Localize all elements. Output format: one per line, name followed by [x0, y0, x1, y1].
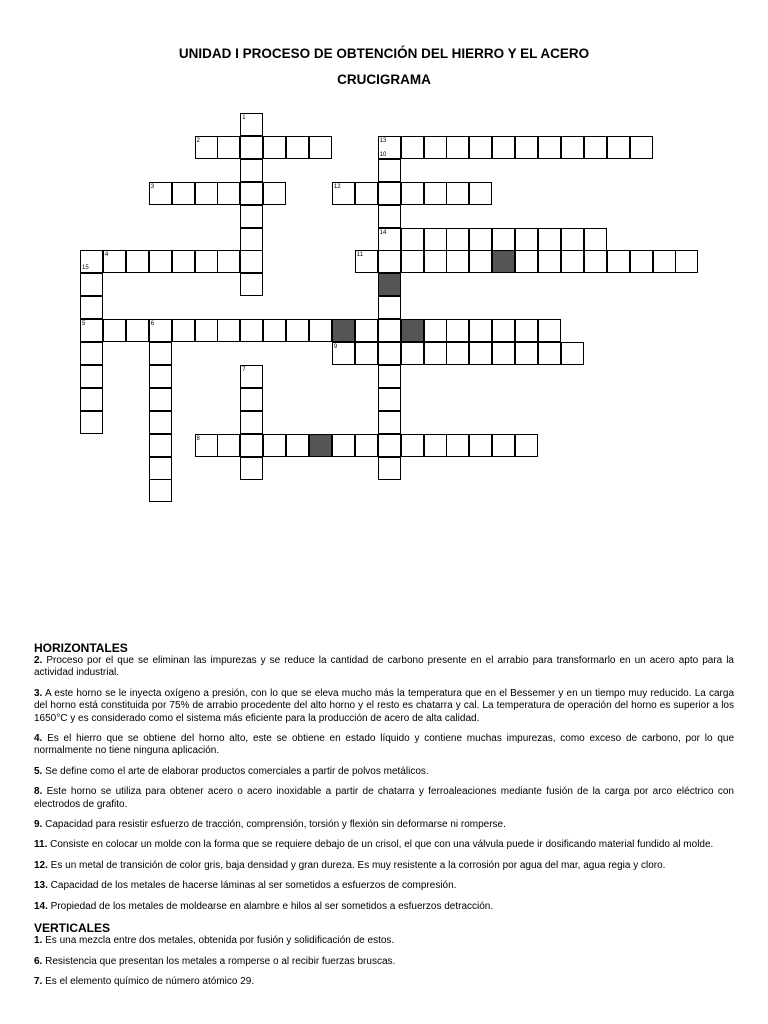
crossword-cell[interactable]: [263, 434, 286, 457]
clue-item: [34, 819, 734, 831]
clue-number-label: 12.: [34, 859, 48, 871]
crossword-cell[interactable]: [240, 411, 263, 434]
crossword-cell[interactable]: [172, 182, 195, 205]
crossword-cell[interactable]: [469, 182, 492, 205]
clue-number: 11: [356, 252, 364, 259]
clue-text: Se define como el arte de elaborar productos comerciales a partir de polvos metálicos.: [42, 765, 429, 777]
horizontal-clue-list: [34, 655, 734, 913]
crossword-cell[interactable]: [561, 250, 584, 273]
clue-text: Resistencia que presentan los metales a romperse o al recibir fuerzas bruscas.: [42, 955, 396, 967]
clue-number-label: 2.: [34, 655, 43, 666]
clue-text: Consiste en colocar un molde con la forma que se requiere debajo de un crisol, el que con una válvula puede ir dosificando material fundido al molde.: [47, 839, 714, 851]
crossword-cell[interactable]: [401, 136, 424, 159]
clue-number-label: 8.: [34, 786, 43, 798]
crossword-cell[interactable]: [240, 319, 263, 342]
crossword-cell[interactable]: [240, 273, 263, 296]
crossword-cell[interactable]: [80, 342, 103, 365]
crossword-cell[interactable]: [80, 388, 103, 411]
clue-text: Proceso por el que se eliminan las impurezas y se reduce la cantidad de carbono presente en el arrabio para transformarlo en un acero apto para la actividad industrial.: [34, 655, 734, 679]
crossword-cell[interactable]: [240, 159, 263, 182]
clue-number-label: 4.: [34, 733, 43, 745]
crossword-cell[interactable]: [446, 319, 469, 342]
crossword-cell[interactable]: [286, 136, 309, 159]
clue-number: 8: [196, 435, 200, 442]
crossword-cell[interactable]: [149, 411, 172, 434]
clue-item: [34, 976, 734, 988]
crossword-cell[interactable]: [424, 434, 447, 457]
crossword-cell[interactable]: [469, 250, 492, 273]
crossword-cell[interactable]: [515, 342, 538, 365]
crossword-cell[interactable]: [378, 365, 401, 388]
crossword-cell[interactable]: [195, 319, 218, 342]
crossword-blocked-cell: [309, 434, 332, 457]
crossword-cell[interactable]: [424, 342, 447, 365]
crossword-cell[interactable]: [378, 388, 401, 411]
vertical-heading: VERTICALES: [34, 921, 111, 936]
clue-number: 3: [150, 183, 155, 190]
crossword-cell[interactable]: [263, 136, 286, 159]
crossword-cell[interactable]: [103, 319, 126, 342]
crossword-cell[interactable]: [630, 136, 653, 159]
crossword-cell[interactable]: [492, 319, 515, 342]
clue-item: [34, 860, 734, 872]
clue-text: Este horno se utiliza para obtener acero o acero inoxidable a partir de chatarra y ferroaleaciones mediante fusión de la carga por arco eléctrico con electrodos de grafito.: [34, 786, 734, 810]
crossword-cell[interactable]: [401, 182, 424, 205]
crossword-cell[interactable]: [424, 228, 447, 251]
crossword-cell[interactable]: [80, 273, 103, 296]
crossword-cell[interactable]: [401, 228, 424, 251]
crossword-cell[interactable]: [469, 228, 492, 251]
crossword-cell[interactable]: [446, 228, 469, 251]
crossword-cell[interactable]: [561, 342, 584, 365]
crossword-cell[interactable]: [240, 250, 263, 273]
crossword-cell[interactable]: [584, 136, 607, 159]
crossword-cell[interactable]: [469, 319, 492, 342]
crossword-cell[interactable]: [309, 319, 332, 342]
clue-number: 1: [242, 115, 246, 121]
crossword-cell[interactable]: [217, 250, 240, 273]
clue-text: Es un metal de transición de color gris, baja densidad y gran dureza. Es muy resistente a la corrosión por agua del mar, agua regia y cloro.: [47, 859, 666, 871]
crossword-cell[interactable]: [240, 457, 263, 480]
crossword-cell[interactable]: [469, 434, 492, 457]
crossword-cell[interactable]: [446, 250, 469, 273]
horizontal-heading: HORIZONTALES: [34, 641, 128, 655]
crossword-cell[interactable]: [584, 228, 607, 251]
clue-item: [34, 655, 734, 680]
crossword-cell[interactable]: [515, 434, 538, 457]
crossword-cell[interactable]: [378, 342, 401, 365]
crossword-cell[interactable]: [469, 342, 492, 365]
crossword-cell[interactable]: [172, 250, 195, 273]
crossword-cell[interactable]: [424, 182, 447, 205]
crossword-cell[interactable]: [561, 136, 584, 159]
crossword-cell[interactable]: [240, 182, 263, 205]
crossword-cell[interactable]: [424, 250, 447, 273]
clue-item: [34, 688, 734, 725]
clue-text: Es una mezcla entre dos metales, obtenida por fusión y solidificación de estos.: [42, 935, 395, 947]
crossword-blocked-cell: [332, 319, 355, 342]
crossword-cell[interactable]: [446, 182, 469, 205]
crossword-cell[interactable]: [515, 228, 538, 251]
clue-number-label: 13.: [34, 880, 48, 892]
crossword-cell[interactable]: [401, 342, 424, 365]
clue-number: 7: [242, 366, 246, 373]
crossword-cell[interactable]: [515, 136, 538, 159]
crossword-cell[interactable]: [240, 228, 263, 251]
crossword-cell[interactable]: [378, 434, 401, 457]
crossword-cell[interactable]: [492, 342, 515, 365]
page-title: UNIDAD I PROCESO DE OBTENCIÓN DEL HIERRO Y EL ACERO: [178, 46, 590, 61]
crossword-cell[interactable]: [309, 136, 332, 159]
crossword-cell[interactable]: [515, 319, 538, 342]
clue-number: 5: [82, 321, 86, 328]
clue-item: [34, 880, 734, 892]
clue-number: 14: [379, 229, 387, 236]
crossword-cell[interactable]: [286, 434, 309, 457]
clue-number: 13: [379, 137, 387, 144]
crossword-cell[interactable]: [538, 342, 561, 365]
crossword-cell[interactable]: [80, 365, 103, 388]
crossword-cell[interactable]: [217, 136, 240, 159]
clue-text: Es el hierro que se obtiene del horno alto, este se obtiene en estado líquido y contiene muchas impurezas, como exceso de carbono, por lo que normalmente no tiene ninguna aplicación.: [34, 733, 734, 757]
crossword-cell[interactable]: [424, 136, 447, 159]
crossword-cell[interactable]: [492, 434, 515, 457]
clue-number: 15: [82, 265, 89, 271]
crossword-cell[interactable]: [378, 205, 401, 228]
crossword-cell[interactable]: [492, 136, 515, 159]
crossword-cell[interactable]: [286, 319, 309, 342]
crossword-blocked-cell: [492, 250, 515, 273]
crossword-cell[interactable]: [355, 342, 378, 365]
clue-text: Capacidad para resistir esfuerzo de tracción, comprensión, torsión y flexión sin deformarse ni romperse.: [42, 819, 506, 831]
clue-number: 4: [104, 252, 109, 259]
crossword-cell[interactable]: [378, 319, 401, 342]
crossword-cell[interactable]: [538, 136, 561, 159]
clue-number-label: 6.: [34, 955, 43, 967]
clue-item: [34, 901, 734, 913]
crossword-blocked-cell: [401, 319, 424, 342]
crossword-cell[interactable]: [378, 411, 401, 434]
page-subtitle: CRUCIGRAMA: [337, 72, 431, 87]
crossword-cell[interactable]: [424, 319, 447, 342]
crossword-cell[interactable]: [675, 250, 698, 273]
crossword-cell[interactable]: [240, 388, 263, 411]
crossword-cell[interactable]: [263, 182, 286, 205]
crossword-cell[interactable]: [378, 159, 401, 182]
crossword-cell[interactable]: [149, 365, 172, 388]
crossword-cell[interactable]: [401, 250, 424, 273]
clue-number: 12: [333, 183, 341, 190]
crossword-cell[interactable]: [378, 457, 401, 480]
crossword-cell[interactable]: [355, 319, 378, 342]
clue-text: Capacidad de los metales de hacerse láminas al ser sometidos a esfuerzos de compresión.: [47, 880, 457, 892]
crossword-cell[interactable]: [240, 136, 263, 159]
clue-item: [34, 766, 734, 778]
crossword-cell[interactable]: [149, 434, 172, 457]
crossword-cell[interactable]: [561, 228, 584, 251]
crossword-cell[interactable]: [126, 319, 149, 342]
crossword-cell[interactable]: [584, 250, 607, 273]
crossword-cell[interactable]: [538, 228, 561, 251]
clue-number-label: 1.: [34, 935, 43, 947]
crossword-cell[interactable]: [80, 411, 103, 434]
clue-item: [34, 786, 734, 811]
crossword-cell[interactable]: [217, 319, 240, 342]
crossword-blocked-cell: [378, 273, 401, 296]
crossword-cell[interactable]: [149, 342, 172, 365]
crossword-cell[interactable]: [538, 319, 561, 342]
crossword-cell[interactable]: [630, 250, 653, 273]
clue-text: Propiedad de los metales de moldearse en alambre e hilos al ser sometidos a esfuerzos detracción.: [47, 900, 494, 912]
crossword-cell[interactable]: [263, 319, 286, 342]
clues-section: [34, 641, 734, 996]
clue-number-label: 9.: [34, 819, 43, 831]
crossword-cell[interactable]: [446, 136, 469, 159]
crossword-cell[interactable]: [149, 457, 172, 480]
clue-number-label: 5.: [34, 765, 43, 777]
crossword-cell[interactable]: [217, 434, 240, 457]
clue-item: [34, 956, 734, 968]
clue-number-label: 11.: [34, 839, 48, 851]
clue-number: 9: [333, 344, 338, 350]
crossword-cell[interactable]: [492, 228, 515, 251]
crossword-cell[interactable]: [355, 434, 378, 457]
crossword-cell[interactable]: [332, 434, 355, 457]
clue-number-label: 3.: [34, 687, 43, 699]
clue-item: [34, 839, 734, 851]
crossword-cell[interactable]: [80, 296, 103, 319]
crossword-cell[interactable]: [378, 182, 401, 205]
crossword-cell[interactable]: [240, 434, 263, 457]
clue-number: 2: [196, 137, 200, 144]
crossword-cell[interactable]: [653, 250, 676, 273]
crossword-cell[interactable]: [446, 342, 469, 365]
crossword-cell[interactable]: [126, 250, 149, 273]
crossword-cell[interactable]: [217, 182, 240, 205]
clue-number-label: 7.: [34, 975, 43, 987]
crossword-cell[interactable]: [469, 136, 492, 159]
crossword-cell[interactable]: [195, 182, 218, 205]
crossword-cell[interactable]: [149, 250, 172, 273]
crossword-cell[interactable]: [607, 136, 630, 159]
crossword-cell[interactable]: [378, 250, 401, 273]
clue-number: 6: [150, 321, 155, 328]
crossword-cell[interactable]: [355, 182, 378, 205]
crossword-cell[interactable]: [240, 205, 263, 228]
crossword-cell[interactable]: [401, 434, 424, 457]
crossword-cell[interactable]: [149, 388, 172, 411]
crossword-cell[interactable]: [515, 250, 538, 273]
crossword-cell[interactable]: [538, 250, 561, 273]
clue-item: [34, 733, 734, 758]
clue-text: A este horno se le inyecta oxígeno a presión, con lo que se eleva mucho más la temperatura que en el Bessemer y en un tiempo muy reducido. La carga del horno está constituida por 75% de arrabio procedente del alto horno y el resto es chatarra y cal. La temperatura de operación del horno es superior a los 1650°C y es considerado como el sistema más eficiente para la producción de acero de alta calidad.: [34, 687, 734, 724]
crossword-cell[interactable]: [446, 434, 469, 457]
crossword-cell[interactable]: [195, 250, 218, 273]
vertical-clue-list: [34, 935, 734, 988]
clue-item: [34, 935, 734, 947]
crossword-cell[interactable]: [149, 479, 172, 502]
clue-number-label: 14.: [34, 900, 48, 912]
crossword-cell[interactable]: [172, 319, 195, 342]
crossword-cell[interactable]: [607, 250, 630, 273]
crossword-cell[interactable]: [378, 296, 401, 319]
clue-number: 10: [379, 151, 387, 158]
clue-text: Es el elemento químico de número atómico 29.: [42, 975, 255, 987]
